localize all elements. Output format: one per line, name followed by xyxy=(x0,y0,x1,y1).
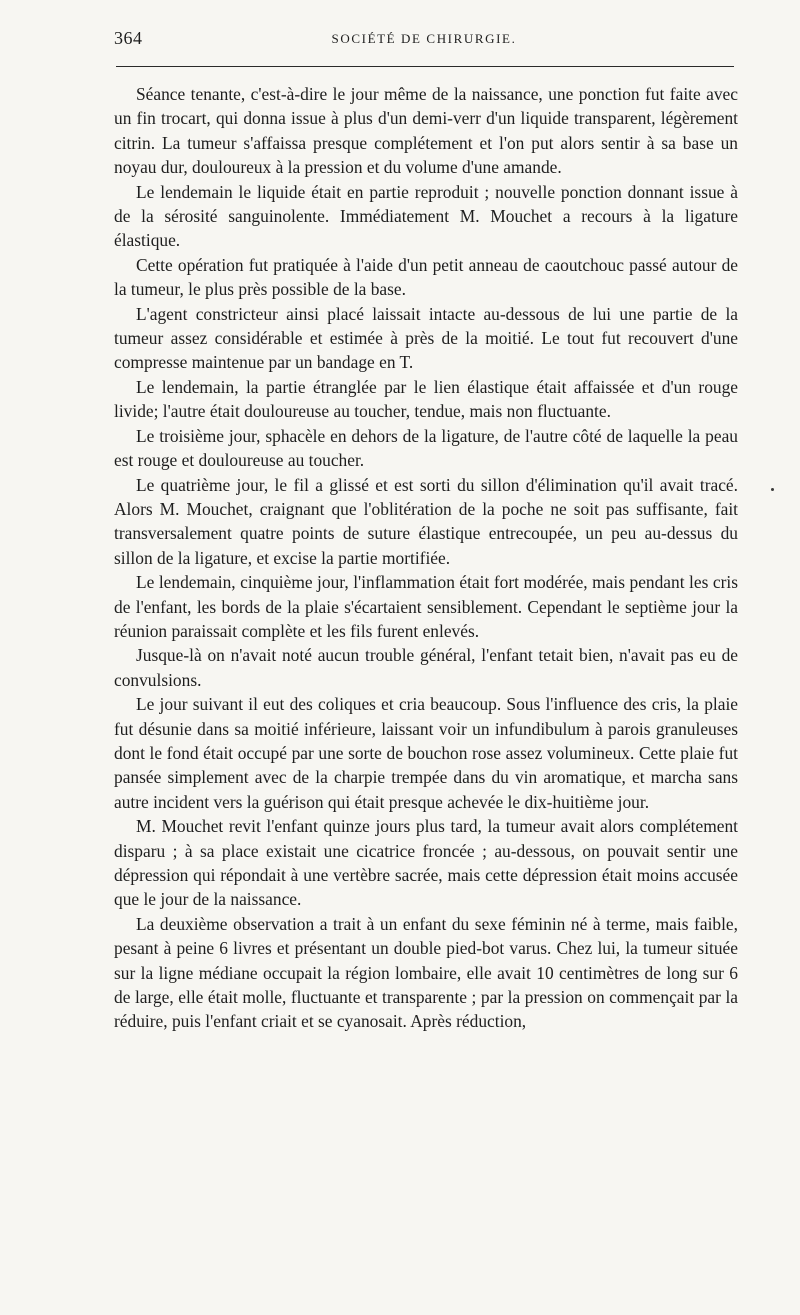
body-text xyxy=(114,82,738,1034)
paragraph: La deuxième observation a trait à un enfant du sexe féminin né à terme, mais faible, pesant à peine 6 livres et présentant un double pied-bot varus. Chez lui, la tumeur située sur la ligne médiane occupait la région lombaire, elle avait 10 centimètres de long sur 6 de large, elle était molle, fluctuante et transparente ; par la pression on commençait par la réduire, puis l'enfant criait et se cyanosait. Après réduction, xyxy=(114,913,738,1032)
paragraph: Le lendemain, cinquième jour, l'inflammation était fort modérée, mais pendant les cris de l'enfant, les bords de la plaie s'écartaient sensiblement. Cependant le septième jour la réunion paraissait complète et les fils furent enlevés. xyxy=(114,572,738,641)
paragraph: Le quatrième jour, le fil a glissé et est sorti du sillon d'élimination qu'il avait tracé. Alors M. Mouchet, craignant que l'oblitération de la poche ne soit pas suffisante, fait transversalement quatre points de suture élastique entrecoupée, un peu au-dessus du sillon de la ligature, et excise la partie mortifiée. xyxy=(114,474,738,568)
page-number: 364 xyxy=(114,28,143,48)
paragraph: L'agent constricteur ainsi placé laissait intacte au-dessous de lui une partie de la tumeur assez considérable et estimée à près de la moitié. Le tout fut recouvert d'une compresse maintenue par un bandage en T. xyxy=(114,303,738,373)
paragraph: Le lendemain le liquide était en partie reproduit ; nouvelle ponction donnant issue à de la sérosité sanguinolente. Immédiatement M. Mouchet a recours à la ligature élastique. xyxy=(114,181,738,251)
running-title: SOCIÉTÉ DE CHIRURGIE. xyxy=(331,31,517,46)
paragraph: Le troisième jour, sphacèle en dehors de la ligature, de l'autre côté de laquelle la peau est rouge et douloureuse au toucher. xyxy=(114,425,738,471)
paragraph: Jusque-là on n'avait noté aucun trouble général, l'enfant tetait bien, n'avait pas eu de convulsions. xyxy=(114,645,738,690)
paragraph: Séance tenante, c'est-à-dire le jour même de la naissance, une ponction fut faite avec un fin trocart, qui donna issue à plus d'un demi-verr d'un liquide transparent, légèrement citrin. La tumeur s'affaissa presque complétement et l'on put alors sentir à sa base un noyau dur, douloureux à la pression et du volume d'une amande. xyxy=(114,84,738,178)
paragraph: M. Mouchet revit l'enfant quinze jours plus tard, la tumeur avait alors complétement disparu ; à sa place existait une cicatrice froncée ; au-dessous, on pouvait sentir une dépression qui répondait à une vertèbre sacrée, mais cette dépression était moins accusée que le jour de la naissance. xyxy=(114,816,738,910)
print-speck xyxy=(771,488,774,491)
paragraph: Le lendemain, la partie étranglée par le lien élastique était affaissée et d'un rouge livide; l'autre était douloureuse au toucher, tendue, mais non fluctuante. xyxy=(114,376,738,422)
paragraph: Le jour suivant il eut des coliques et cria beaucoup. Sous l'influence des cris, la plaie fut désunie dans sa moitié inférieure, laissant voir un infundibulum à parois granuleuses dont le fond était occupé par une sorte de bouchon rose assez volumineux. Cette plaie fut pansée simplement avec de la charpie trempée dans du vin aromatique, et marcha sans autre incident vers la guérison qui était presque achevée le dix-huitième jour. xyxy=(114,694,738,812)
page-header xyxy=(114,28,734,56)
paragraph: Cette opération fut pratiquée à l'aide d'un petit anneau de caoutchouc passé autour de la tumeur, le plus près possible de la base. xyxy=(114,254,738,300)
header-rule xyxy=(116,66,734,67)
